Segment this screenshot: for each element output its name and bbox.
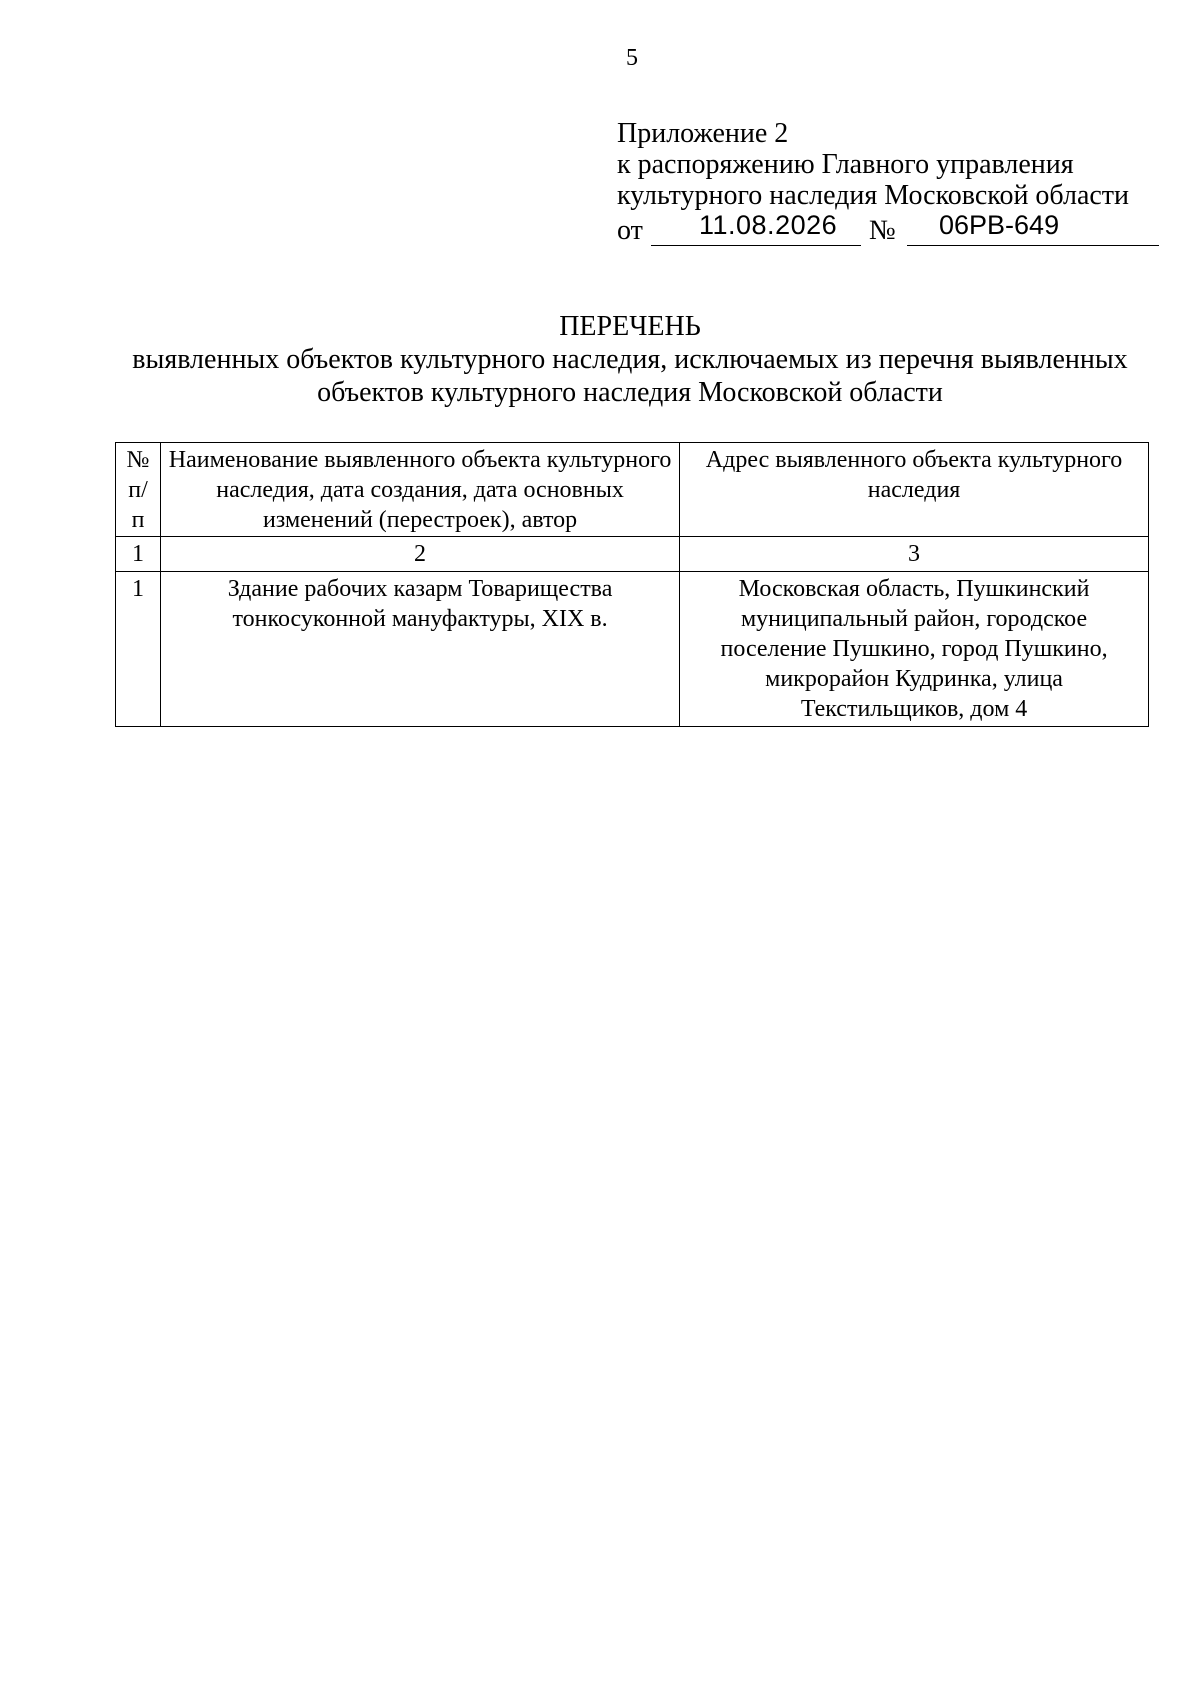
title-subtitle-line1: выявленных объектов культурного наследия, исключаемых из перечня выявленных [132,344,1128,375]
column-number-2: 2 [161,537,680,572]
header-num-abbrev: п/п [128,477,148,533]
number-prefix: № [869,215,896,246]
order-reference [617,210,1177,253]
table-header-row [116,443,1149,537]
attachment-authority-line: культурного наследия Московской области [617,180,1130,211]
page-number: 5 [626,45,638,71]
number-field [907,210,1159,246]
row-name: Здание рабочих казарм Товарищества тонкосуконной мануфактуры, XIX в. [161,572,680,727]
row-address: Московская область, Пушкинский муниципальный район, городское поселение Пушкино, город Пушкино, микрорайон Кудринка, улица Текстильщиков, дом 4 [680,572,1149,727]
row-num: 1 [116,572,161,727]
attachment-title: Приложение 2 [617,118,789,149]
column-number-row [116,537,1149,572]
objects-table [115,442,1149,727]
attachment-block [617,118,1177,253]
date-prefix: от [617,215,643,246]
header-address: Адрес выявленного объекта культурного наследия [680,443,1149,537]
order-number: 06РВ-649 [939,210,1060,240]
attachment-order-line: к распоряжению Главного управления [617,149,1074,180]
column-number-3: 3 [680,537,1149,572]
date-field [651,210,861,246]
header-name: Наименование выявленного объекта культурного наследия, дата создания, дата основных изменений (перестроек), автор [161,443,680,537]
title-heading: ПЕРЕЧЕНЬ [559,311,701,342]
title-subtitle-line2: объектов культурного наследия Московской области [317,377,943,408]
header-num [116,443,161,537]
column-number-1: 1 [116,537,161,572]
document-title [110,310,1150,409]
table-row [116,572,1149,727]
header-num-symbol: № [126,447,150,473]
order-date: 11.08.2026 [699,210,838,240]
